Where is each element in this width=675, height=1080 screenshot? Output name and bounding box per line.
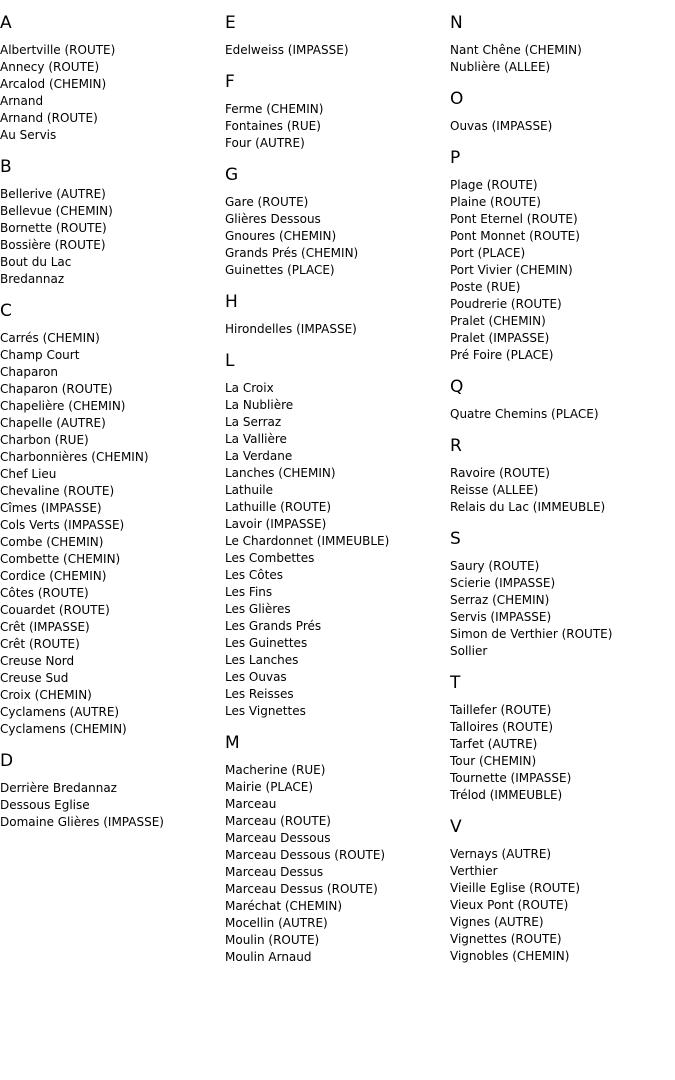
street-entry: Sollier — [450, 644, 488, 658]
street-entry: Marceau Dessus (ROUTE) — [225, 882, 378, 896]
letter-section — [225, 291, 450, 338]
street-entry: Lathuile — [225, 483, 274, 497]
street-entry: Charbonnières (CHEMIN) — [0, 450, 149, 464]
street-entry: Vieille Eglise (ROUTE) — [450, 881, 581, 895]
street-entry: Moulin (ROUTE) — [225, 933, 320, 947]
section-letter-heading: A — [0, 13, 12, 33]
street-entry: Crêt (IMPASSE) — [0, 620, 90, 634]
section-letter-heading: P — [450, 148, 461, 168]
street-index-column-1 — [0, 0, 225, 841]
section-letter-heading: G — [225, 165, 239, 185]
street-entry: Creuse Sud — [0, 671, 69, 685]
letter-section — [450, 435, 675, 516]
street-entry: Chapelière (CHEMIN) — [0, 399, 126, 413]
street-entry: La Verdane — [225, 449, 293, 463]
street-entry: Marceau Dessus — [225, 865, 324, 879]
street-entry: Vignobles (CHEMIN) — [450, 949, 570, 963]
street-entry: Les Ouvas — [225, 670, 287, 684]
street-entry: Vignes (AUTRE) — [450, 915, 544, 929]
street-entry: Chaparon (ROUTE) — [0, 382, 113, 396]
letter-section — [450, 12, 675, 76]
section-letter-heading: S — [450, 529, 461, 549]
letter-section — [0, 12, 225, 144]
street-entry: Bornette (ROUTE) — [0, 221, 107, 235]
section-letter-heading: C — [0, 301, 12, 321]
street-entry: Pralet (IMPASSE) — [450, 331, 550, 345]
section-letter-heading: B — [0, 157, 12, 177]
letter-section — [450, 528, 675, 660]
street-entry: Nant Chêne (CHEMIN) — [450, 43, 582, 57]
street-index-column-3 — [450, 0, 675, 975]
street-entry: Lavoir (IMPASSE) — [225, 517, 327, 531]
street-entry: Simon de Verthier (ROUTE) — [450, 627, 613, 641]
street-entry: Les Guinettes — [225, 636, 308, 650]
street-entry: Cols Verts (IMPASSE) — [0, 518, 125, 532]
street-entry: Les Reisses — [225, 687, 294, 701]
street-entry: Chef Lieu — [0, 467, 57, 481]
street-entry: Four (AUTRE) — [225, 136, 305, 150]
street-entry: Combe (CHEMIN) — [0, 535, 104, 549]
street-entry: Arcalod (CHEMIN) — [0, 77, 107, 91]
street-entry: Poudrerie (ROUTE) — [450, 297, 562, 311]
section-letter-heading: H — [225, 292, 238, 312]
street-entry: Combette (CHEMIN) — [0, 552, 121, 566]
section-letter-heading: E — [225, 13, 236, 33]
street-entry: Pont Monnet (ROUTE) — [450, 229, 580, 243]
street-entry: Taillefer (ROUTE) — [450, 703, 552, 717]
street-entry: Les Grands Prés — [225, 619, 322, 633]
letter-section — [225, 732, 450, 966]
street-entry: Les Côtes — [225, 568, 283, 582]
street-entry: Domaine Glières (IMPASSE) — [0, 815, 164, 829]
section-letter-heading: O — [450, 89, 464, 109]
street-entry: Saury (ROUTE) — [450, 559, 540, 573]
street-entry: Tournette (IMPASSE) — [450, 771, 572, 785]
street-entry: Vernays (AUTRE) — [450, 847, 552, 861]
street-entry: Marceau — [225, 797, 277, 811]
street-entry: Hirondelles (IMPASSE) — [225, 322, 357, 336]
street-entry: Bout du Lac — [0, 255, 72, 269]
street-entry: Charbon (RUE) — [0, 433, 89, 447]
street-entry: Champ Court — [0, 348, 80, 362]
letter-section — [225, 71, 450, 152]
street-entry: Pont Eternel (ROUTE) — [450, 212, 578, 226]
letter-section — [450, 376, 675, 423]
street-entry: Macherine (RUE) — [225, 763, 326, 777]
street-entry: Derrière Bredannaz — [0, 781, 117, 795]
street-entry: Relais du Lac (IMMEUBLE) — [450, 500, 606, 514]
street-entry: Lanches (CHEMIN) — [225, 466, 336, 480]
street-entry: Lathuille (ROUTE) — [225, 500, 331, 514]
street-entry: Servis (IMPASSE) — [450, 610, 552, 624]
street-entry: Pré Foire (PLACE) — [450, 348, 554, 362]
street-entry: Cyclamens (CHEMIN) — [0, 722, 127, 736]
street-entry: Grands Prés (CHEMIN) — [225, 246, 359, 260]
street-entry: Port Vivier (CHEMIN) — [450, 263, 573, 277]
street-entry: Arnand — [0, 94, 44, 108]
letter-section — [225, 12, 450, 59]
street-entry: Creuse Nord — [0, 654, 75, 668]
street-entry: La Croix — [225, 381, 274, 395]
street-entry: Vieux Pont (ROUTE) — [450, 898, 569, 912]
street-entry: Les Lanches — [225, 653, 299, 667]
letter-section — [450, 147, 675, 364]
street-entry: Scierie (IMPASSE) — [450, 576, 556, 590]
street-entry: Bellevue (CHEMIN) — [0, 204, 113, 218]
section-letter-heading: L — [225, 351, 235, 371]
street-entry: Crêt (ROUTE) — [0, 637, 80, 651]
street-entry: Mairie (PLACE) — [225, 780, 314, 794]
street-entry: Cîmes (IMPASSE) — [0, 501, 102, 515]
street-entry: Annecy (ROUTE) — [0, 60, 100, 74]
letter-section — [0, 750, 225, 831]
street-entry: Vignettes (ROUTE) — [450, 932, 562, 946]
street-entry: Couardet (ROUTE) — [0, 603, 110, 617]
street-entry: Poste (RUE) — [450, 280, 521, 294]
section-letter-heading: V — [450, 817, 462, 837]
street-entry: Carrés (CHEMIN) — [0, 331, 100, 345]
section-letter-heading: N — [450, 13, 463, 33]
street-entry: Ferme (CHEMIN) — [225, 102, 324, 116]
street-entry: Bellerive (AUTRE) — [0, 187, 106, 201]
street-entry: Ouvas (IMPASSE) — [450, 119, 553, 133]
street-entry: Les Fins — [225, 585, 273, 599]
street-entry: Albertville (ROUTE) — [0, 43, 116, 57]
street-entry: Les Vignettes — [225, 704, 306, 718]
street-entry: Les Glières — [225, 602, 291, 616]
section-letter-heading: Q — [450, 377, 464, 397]
street-entry: Au Servis — [0, 128, 57, 142]
letter-section — [450, 88, 675, 135]
letter-section — [225, 350, 450, 720]
street-entry: Trélod (IMMEUBLE) — [450, 788, 563, 802]
street-entry: Talloires (ROUTE) — [450, 720, 554, 734]
street-entry: Edelweiss (IMPASSE) — [225, 43, 349, 57]
street-entry: Glières Dessous — [225, 212, 321, 226]
street-entry: Côtes (ROUTE) — [0, 586, 89, 600]
street-entry: Nublière (ALLEE) — [450, 60, 551, 74]
street-entry: Moulin Arnaud — [225, 950, 312, 964]
section-letter-heading: F — [225, 72, 235, 92]
letter-section — [0, 156, 225, 288]
street-entry: Maréchat (CHEMIN) — [225, 899, 343, 913]
section-letter-heading: R — [450, 436, 462, 456]
street-entry: Cordice (CHEMIN) — [0, 569, 107, 583]
street-entry: Verthier — [450, 864, 498, 878]
street-entry: Gnoures (CHEMIN) — [225, 229, 337, 243]
street-entry: Le Chardonnet (IMMEUBLE) — [225, 534, 390, 548]
street-entry: Chevaline (ROUTE) — [0, 484, 115, 498]
street-entry: Chapelle (AUTRE) — [0, 416, 106, 430]
street-entry: Gare (ROUTE) — [225, 195, 309, 209]
street-entry: Pralet (CHEMIN) — [450, 314, 546, 328]
section-letter-heading: D — [0, 751, 14, 771]
street-entry: Les Combettes — [225, 551, 315, 565]
section-letter-heading: M — [225, 733, 240, 753]
street-entry: Marceau (ROUTE) — [225, 814, 331, 828]
street-entry: Ravoire (ROUTE) — [450, 466, 550, 480]
section-letter-heading: T — [450, 673, 461, 693]
street-entry: Serraz (CHEMIN) — [450, 593, 550, 607]
street-entry: Reisse (ALLEE) — [450, 483, 539, 497]
street-entry: Plage (ROUTE) — [450, 178, 538, 192]
street-entry: La Vallière — [225, 432, 287, 446]
letter-section — [450, 672, 675, 804]
letter-section — [0, 300, 225, 738]
street-entry: Quatre Chemins (PLACE) — [450, 407, 599, 421]
street-entry: Marceau Dessous (ROUTE) — [225, 848, 386, 862]
street-entry: Port (PLACE) — [450, 246, 526, 260]
street-entry: Bredannaz — [0, 272, 65, 286]
street-entry: Fontaines (RUE) — [225, 119, 321, 133]
street-entry: Bossière (ROUTE) — [0, 238, 106, 252]
street-entry: La Serraz — [225, 415, 282, 429]
letter-section — [450, 816, 675, 965]
street-entry: Marceau Dessous — [225, 831, 331, 845]
street-entry: Arnand (ROUTE) — [0, 111, 98, 125]
letter-section — [225, 164, 450, 279]
street-entry: Cyclamens (AUTRE) — [0, 705, 120, 719]
street-index-column-2 — [225, 0, 450, 976]
street-entry: Chaparon — [0, 365, 58, 379]
street-entry: Guinettes (PLACE) — [225, 263, 335, 277]
street-entry: Tour (CHEMIN) — [450, 754, 537, 768]
street-entry: Mocellin (AUTRE) — [225, 916, 328, 930]
street-entry: Dessous Eglise — [0, 798, 90, 812]
street-entry: Plaine (ROUTE) — [450, 195, 541, 209]
street-entry: Croix (CHEMIN) — [0, 688, 92, 702]
street-entry: Tarfet (AUTRE) — [450, 737, 538, 751]
street-entry: La Nublière — [225, 398, 294, 412]
